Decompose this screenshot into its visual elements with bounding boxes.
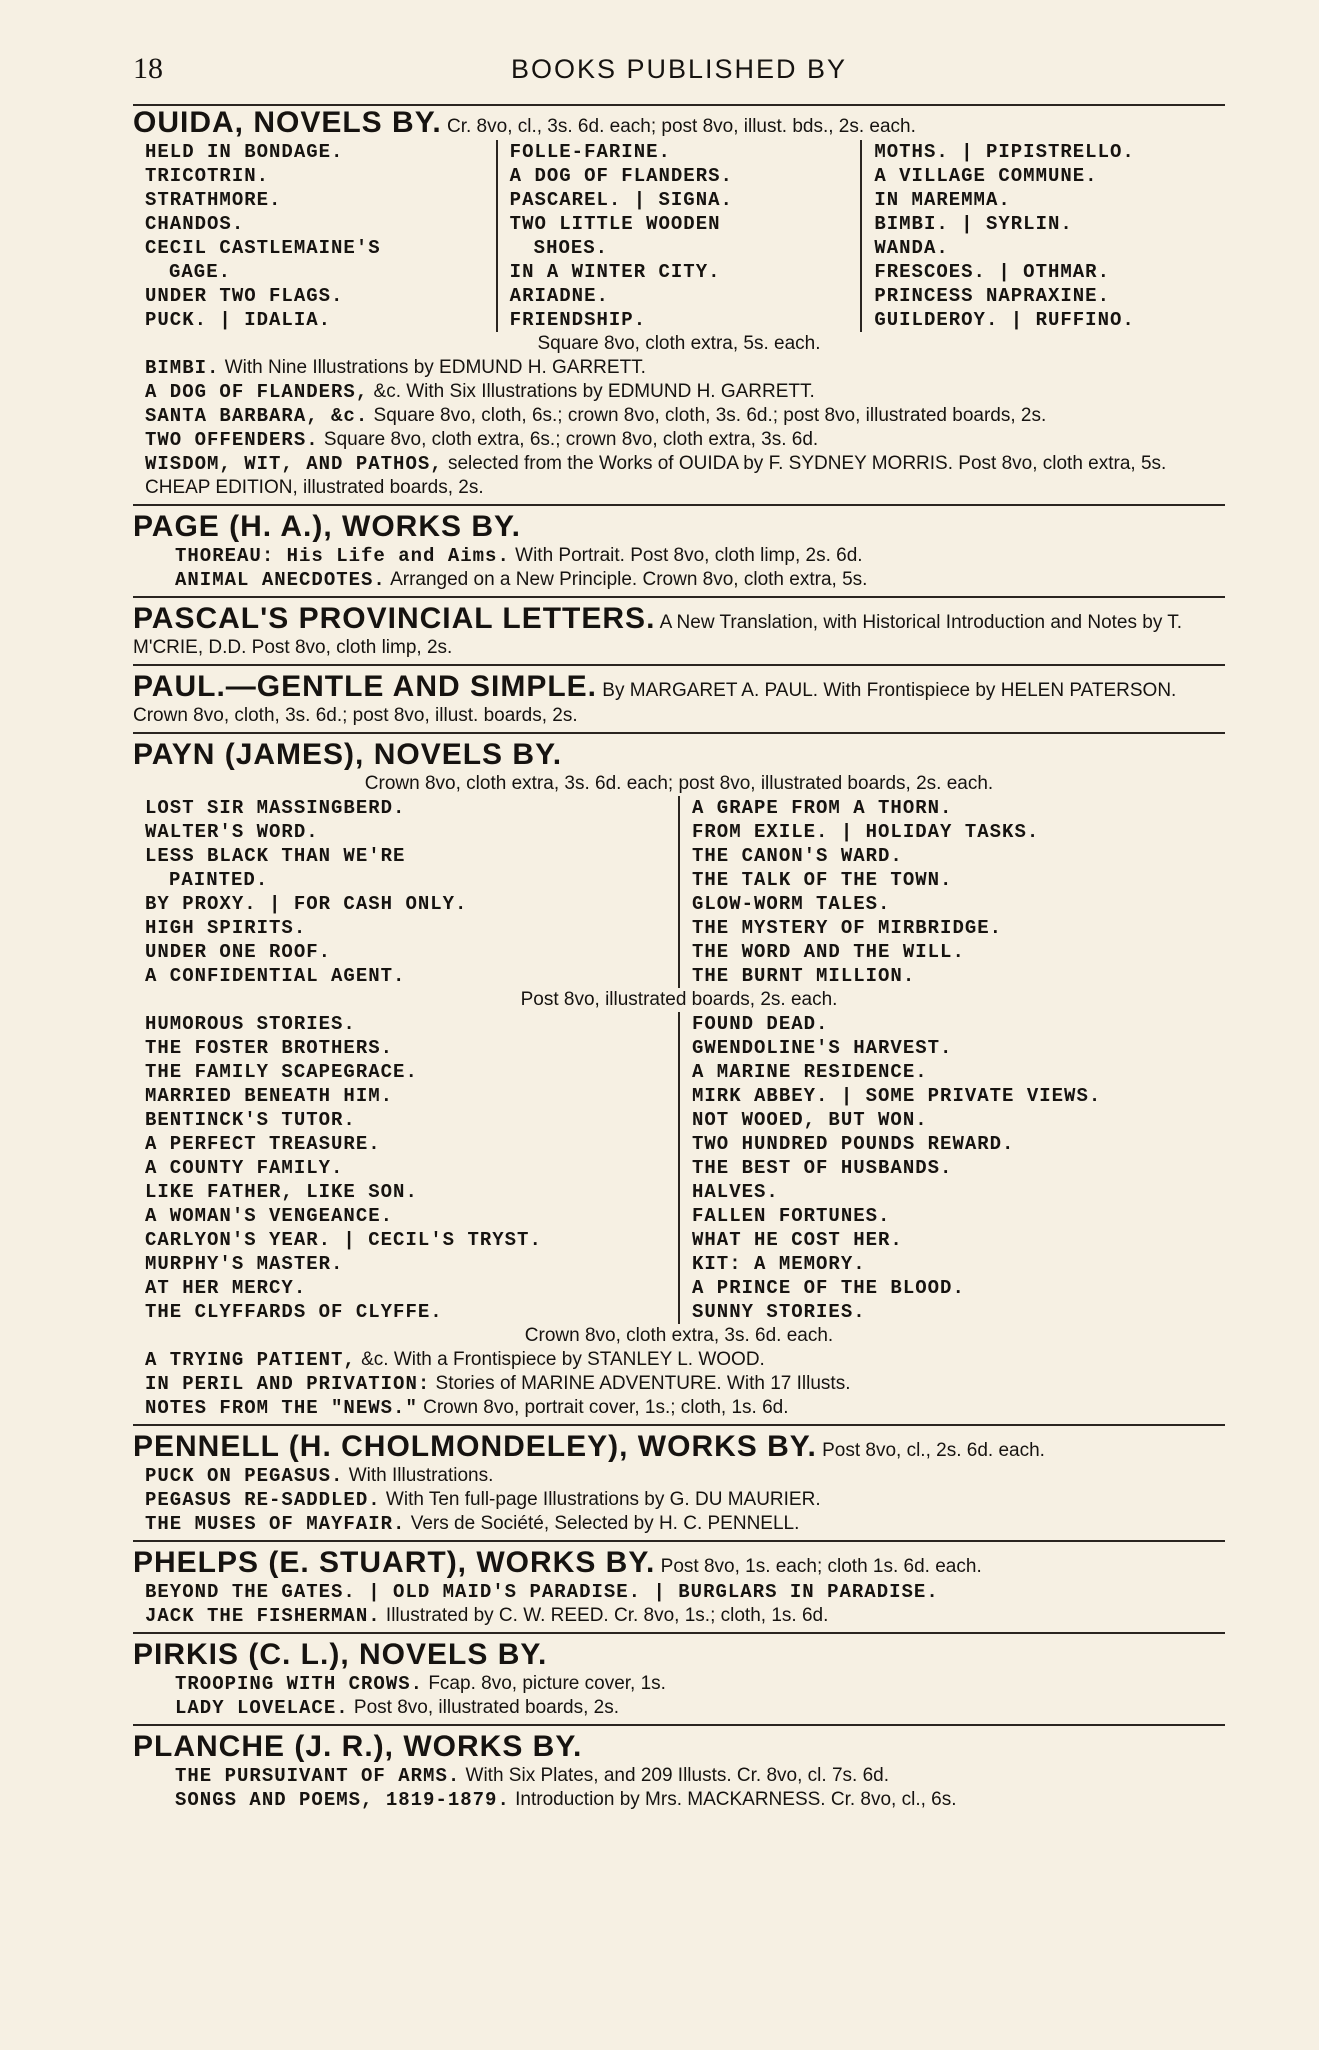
- book-title: THE BURNT MILLION.: [692, 965, 916, 987]
- price-note: Cr. 8vo, cl., 3s. 6d. each; post 8vo, illust. bds., 2s. each.: [447, 116, 916, 137]
- book-title: THE CLYFFARDS OF CLYFFE.: [145, 1301, 443, 1323]
- book-title: SANTA BARBARA, &c.: [145, 405, 369, 427]
- title-column: [678, 796, 1225, 988]
- book-description: &c. With Six Illustrations by EDMUND H. GARRETT.: [373, 381, 815, 402]
- book-title: AT HER MERCY.: [145, 1277, 307, 1299]
- book-description: Square 8vo, cloth, 6s.; crown 8vo, cloth, 3s. 6d.; post 8vo, illustrated boards, 2s.: [373, 405, 1047, 426]
- book-description: Introduction by Mrs. MACKARNESS. Cr. 8vo, cl., 6s.: [515, 1789, 957, 1810]
- book-description: With Ten full-page Illustrations by G. DU MAURIER.: [385, 1489, 821, 1510]
- entry-heading: PHELPS (E. STUART), WORKS BY.: [133, 1546, 656, 1579]
- book-title: UNDER TWO FLAGS.: [145, 285, 344, 307]
- entry-heading: PAGE (H. A.), WORKS BY.: [133, 510, 522, 543]
- book-title: WHAT HE COST HER.: [692, 1229, 903, 1251]
- entry-phelps: [133, 1546, 1225, 1634]
- book-description: With Six Plates, and 209 Illusts. Cr. 8vo, cl. 7s. 6d.: [465, 1765, 889, 1786]
- book-title: MURPHY'S MASTER.: [145, 1253, 344, 1275]
- entry-heading: PIRKIS (C. L.), NOVELS BY.: [133, 1638, 548, 1671]
- book-title: PUCK ON PEGASUS.: [145, 1465, 344, 1487]
- book-description: With Nine Illustrations by EDMUND H. GARRETT.: [224, 357, 646, 378]
- book-title: CHANDOS.: [145, 213, 245, 235]
- book-title: HUMOROUS STORIES.: [145, 1013, 356, 1035]
- book-title: BIMBI.: [145, 357, 220, 379]
- book-description: Stories of MARINE ADVENTURE. With 17 Illusts.: [435, 1373, 851, 1394]
- book-title: A MARINE RESIDENCE.: [692, 1061, 928, 1083]
- book-title: A PRINCE OF THE BLOOD.: [692, 1277, 965, 1299]
- entry-paul: [133, 670, 1225, 734]
- book-title: LOST SIR MASSINGBERD.: [145, 797, 406, 819]
- book-title: TWO LITTLE WOODEN: [509, 213, 721, 235]
- book-title: THE WORD AND THE WILL.: [692, 941, 965, 963]
- book-title: THOREAU: His Life and Aims.: [175, 545, 510, 567]
- book-title: A DOG OF FLANDERS.: [509, 165, 733, 187]
- book-title: WISDOM, WIT, AND PATHOS,: [145, 453, 443, 475]
- book-title: A PERFECT TREASURE.: [145, 1133, 381, 1155]
- book-title: WANDA.: [874, 237, 949, 259]
- price-note: Crown 8vo, cloth extra, 3s. 6d. each; post 8vo, illustrated boards, 2s. each.: [364, 773, 994, 794]
- book-title: WALTER'S WORD.: [145, 821, 319, 843]
- book-title: PEGASUS RE-SADDLED.: [145, 1489, 381, 1511]
- book-title: UNDER ONE ROOF.: [145, 941, 332, 963]
- book-title: FOLLE-FARINE.: [509, 141, 671, 163]
- entry-payn: [133, 738, 1225, 1426]
- entry-pennell: [133, 1430, 1225, 1542]
- book-title: SONGS AND POEMS, 1819-1879.: [175, 1789, 510, 1811]
- running-head-title: BOOKS PUBLISHED BY: [510, 54, 848, 84]
- book-description: Vers de Société, Selected by H. C. PENNELL.: [410, 1513, 800, 1534]
- book-title: THE BEST OF HUSBANDS.: [692, 1157, 953, 1179]
- book-title: CARLYON'S YEAR. | CECIL'S TRYST.: [145, 1229, 542, 1251]
- book-title: BY PROXY. | FOR CASH ONLY.: [145, 893, 468, 915]
- entry-pascal: [133, 602, 1225, 666]
- book-title: JACK THE FISHERMAN.: [145, 1605, 381, 1627]
- book-description: Illustrated by C. W. REED. Cr. 8vo, 1s.; cloth, 1s. 6d.: [385, 1605, 829, 1626]
- book-title: HALVES.: [692, 1181, 779, 1203]
- book-title: THE TALK OF THE TOWN.: [692, 869, 953, 891]
- title-column: [496, 140, 861, 332]
- price-note: Post 8vo, 1s. each; cloth 1s. 6d. each.: [660, 1556, 982, 1577]
- book-title: THE MYSTERY OF MIRBRIDGE.: [692, 917, 1003, 939]
- book-title: LIKE FATHER, LIKE SON.: [145, 1181, 418, 1203]
- book-title: LESS BLACK THAN WE'RE: [145, 845, 406, 867]
- book-title: LADY LOVELACE.: [175, 1697, 349, 1719]
- book-titles-line: BEYOND THE GATES. | OLD MAID'S PARADISE. | BURGLARS IN PARADISE.: [145, 1581, 939, 1603]
- title-column: [133, 1012, 678, 1324]
- book-title: A VILLAGE COMMUNE.: [874, 165, 1098, 187]
- book-title: THE FAMILY SCAPEGRACE.: [145, 1061, 418, 1083]
- entry-heading: PLANCHE (J. R.), WORKS BY.: [133, 1730, 583, 1763]
- page-number: 18: [133, 52, 163, 85]
- book-title: KIT: A MEMORY.: [692, 1253, 866, 1275]
- book-description: Fcap. 8vo, picture cover, 1s.: [428, 1673, 666, 1694]
- book-description: By MARGARET A. PAUL. With Frontispiece by HELEN PATERSON. Crown 8vo, cloth, 3s. 6d.; post 8vo, illust. boards, 2s.: [133, 680, 1177, 726]
- book-title: SUNNY STORIES.: [692, 1301, 866, 1323]
- book-title: IN MAREMMA.: [874, 189, 1011, 211]
- entry-page-ha: [133, 510, 1225, 598]
- book-title: A WOMAN'S VENGEANCE.: [145, 1205, 394, 1227]
- book-description: With Portrait. Post 8vo, cloth limp, 2s. 6d.: [515, 545, 863, 566]
- title-columns: [133, 140, 1225, 332]
- entry-pirkis: [133, 1638, 1225, 1726]
- book-title: THE PURSUIVANT OF ARMS.: [175, 1765, 461, 1787]
- book-description: &c. With a Frontispiece by STANLEY L. WOOD.: [361, 1349, 765, 1370]
- book-description: Crown 8vo, portrait cover, 1s.; cloth, 1s. 6d.: [423, 1397, 789, 1418]
- book-title: TWO OFFENDERS.: [145, 429, 319, 451]
- book-description: With Illustrations.: [348, 1465, 494, 1486]
- book-title: STRATHMORE.: [145, 189, 282, 211]
- book-description: Square 8vo, cloth extra, 6s.; crown 8vo, cloth extra, 3s. 6d.: [323, 429, 819, 450]
- price-note: Post 8vo, cl., 2s. 6d. each.: [822, 1440, 1045, 1461]
- title-columns: [133, 796, 1225, 988]
- book-title: BIMBI. | SYRLIN.: [874, 213, 1073, 235]
- book-title: CECIL CASTLEMAINE'S: [145, 237, 381, 259]
- book-title: ANIMAL ANECDOTES.: [175, 569, 386, 591]
- book-title: TWO HUNDRED POUNDS REWARD.: [692, 1133, 1015, 1155]
- book-title: GAGE.: [169, 261, 232, 283]
- running-header: [133, 52, 1225, 92]
- book-description: A New Translation, with Historical Introduction and Notes by T. M'CRIE, D.D. Post 8vo, cloth limp, 2s.: [133, 612, 1183, 658]
- book-title: IN PERIL AND PRIVATION:: [145, 1373, 431, 1395]
- book-title: PUCK. | IDALIA.: [145, 309, 332, 331]
- book-title: BENTINCK'S TUTOR.: [145, 1109, 356, 1131]
- book-title: TRICOTRIN.: [145, 165, 270, 187]
- book-description: selected from the Works of OUIDA by F. SYDNEY MORRIS. Post 8vo, cloth extra, 5s. CHEAP EDITION, illustrated boards, 2s.: [145, 453, 1167, 498]
- book-title: GUILDEROY. | RUFFINO.: [874, 309, 1135, 331]
- catalogue-content: [133, 104, 1225, 1812]
- price-note: Square 8vo, cloth extra, 5s. each.: [537, 333, 821, 354]
- title-column: [133, 796, 678, 988]
- book-title: MIRK ABBEY. | SOME PRIVATE VIEWS.: [692, 1085, 1102, 1107]
- book-title: NOT WOOED, BUT WON.: [692, 1109, 928, 1131]
- book-title: NOTES FROM THE "NEWS.": [145, 1397, 418, 1419]
- book-title: PRINCESS NAPRAXINE.: [874, 285, 1110, 307]
- book-title: SHOES.: [533, 237, 609, 259]
- book-title: ARIADNE.: [509, 285, 609, 307]
- book-title: A DOG OF FLANDERS,: [145, 381, 369, 403]
- entry-heading: OUIDA, NOVELS BY.: [133, 106, 442, 139]
- entry-heading: PASCAL'S PROVINCIAL LETTERS.: [133, 602, 656, 635]
- book-title: TROOPING WITH CROWS.: [175, 1673, 424, 1695]
- book-title: GWENDOLINE'S HARVEST.: [692, 1037, 953, 1059]
- book-title: HELD IN BONDAGE.: [145, 141, 344, 163]
- title-column: [860, 140, 1225, 332]
- book-description: Post 8vo, illustrated boards, 2s.: [353, 1697, 620, 1718]
- book-title: FALLEN FORTUNES.: [692, 1205, 891, 1227]
- entry-ouida: [133, 106, 1225, 506]
- book-title: THE FOSTER BROTHERS.: [145, 1037, 394, 1059]
- book-title: IN A WINTER CITY.: [509, 261, 721, 283]
- book-title: PASCAREL. | SIGNA.: [509, 189, 733, 211]
- book-title: THE CANON'S WARD.: [692, 845, 903, 867]
- title-columns: [133, 1012, 1225, 1324]
- entry-heading: PAYN (JAMES), NOVELS BY.: [133, 738, 563, 771]
- book-title: A CONFIDENTIAL AGENT.: [145, 965, 406, 987]
- book-title: A GRAPE FROM A THORN.: [692, 797, 953, 819]
- entry-heading: PAUL.—GENTLE AND SIMPLE.: [133, 670, 598, 703]
- book-title: FRIENDSHIP.: [509, 309, 647, 331]
- entry-planche: [133, 1730, 1225, 1812]
- book-title: THE MUSES OF MAYFAIR.: [145, 1513, 406, 1535]
- title-column: [678, 1012, 1225, 1324]
- book-title: PAINTED.: [169, 869, 269, 891]
- book-title: MOTHS. | PIPISTRELLO.: [874, 141, 1135, 163]
- book-title: GLOW-WORM TALES.: [692, 893, 891, 915]
- book-title: FROM EXILE. | HOLIDAY TASKS.: [692, 821, 1040, 843]
- title-column: [133, 140, 496, 332]
- book-title: MARRIED BENEATH HIM.: [145, 1085, 394, 1107]
- book-title: FOUND DEAD.: [692, 1013, 829, 1035]
- price-note: Post 8vo, illustrated boards, 2s. each.: [520, 989, 838, 1010]
- book-title: FRESCOES. | OTHMAR.: [874, 261, 1110, 283]
- price-note: Crown 8vo, cloth extra, 3s. 6d. each.: [524, 1325, 834, 1346]
- book-title: HIGH SPIRITS.: [145, 917, 307, 939]
- book-title: A COUNTY FAMILY.: [145, 1157, 344, 1179]
- book-title: A TRYING PATIENT,: [145, 1349, 356, 1371]
- entry-heading: PENNELL (H. CHOLMONDELEY), WORKS BY.: [133, 1430, 817, 1463]
- book-description: Arranged on a New Principle. Crown 8vo, cloth extra, 5s.: [390, 569, 868, 590]
